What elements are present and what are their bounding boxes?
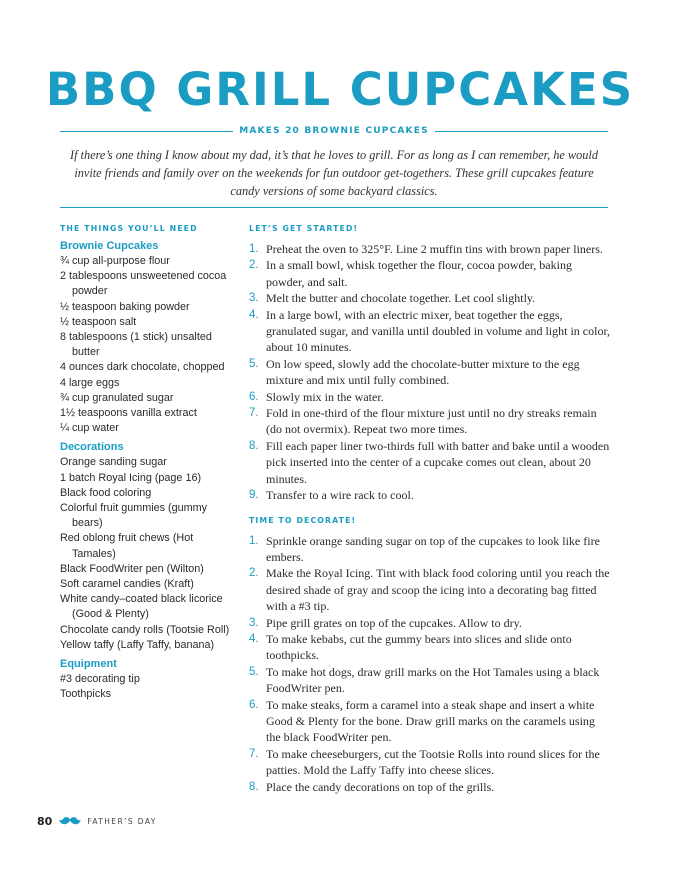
ingredient-item: Orange sanding sugar — [60, 456, 167, 469]
step-item — [249, 631, 611, 664]
ingredient-item: 4 large eggs — [60, 376, 120, 389]
step-number: 8. — [249, 439, 259, 452]
step-number: 7. — [249, 747, 259, 760]
step-text: Place the candy decorations on top of the grills. — [266, 779, 495, 794]
step-item — [249, 615, 611, 631]
ingredients-column — [60, 222, 232, 702]
step-text: Make the Royal Icing. Tint with black food coloring until you reach the desired shade of gray and scoop the icing into a decorating bag fitted with a #3 tip. — [266, 566, 610, 614]
step-text: In a large bowl, with an electric mixer, beat together the eggs, granulated sugar, and vanilla until doubled in volume and light in color, about 10 minutes. — [266, 307, 610, 355]
group-title-decorations: Decorations — [60, 441, 124, 454]
yield-text: MAKES 20 BROWNIE CUPCAKES — [233, 126, 435, 136]
ingredient-item: ¼ cup water — [60, 422, 119, 435]
step-item — [249, 356, 611, 389]
step-number: 5. — [249, 665, 259, 678]
step-number: 6. — [249, 698, 259, 711]
step-number: 1. — [249, 243, 259, 255]
step-number: 4. — [249, 308, 259, 321]
intro-paragraph: If there’s one thing I know about my dad, it’s that he loves to grill. For as long as I can remember, he would invite friends and family over on the weekends for fun outdoor get-togethers. These grill cupcakes feature candy versions of some backyard classics. — [69, 148, 599, 198]
step-text: Pipe grill grates on top of the cupcakes. Allow to dry. — [266, 615, 522, 630]
page-footer — [37, 813, 157, 829]
ingredient-item: Colorful fruit gummies (gummy bears) — [60, 502, 207, 530]
ingredients-heading: THE THINGS YOU’LL NEED — [60, 224, 198, 233]
step-number: 1. — [249, 534, 259, 547]
step-number: 6. — [249, 390, 259, 403]
step-number: 9. — [249, 489, 259, 502]
ingredient-item: #3 decorating tip — [60, 673, 140, 686]
step-text: Fill each paper liner two-thirds full with batter and bake until a wooden pick inserted into the center of a cupcake comes out clean, about 20 minutes. — [266, 438, 610, 486]
step-text: To make steaks, form a caramel into a steak shape and insert a white Good & Plenty for the bone. Draw grill marks on the caramels using the black FoodWriter pen. — [266, 697, 595, 745]
step-number: 4. — [249, 632, 259, 645]
ingredient-item: Toothpicks — [60, 688, 112, 701]
step-text: To make cheeseburgers, cut the Tootsie Rolls into round slices for the patties. Mold the Laffy Taffy into cheese slices. — [266, 746, 600, 778]
step-text: Transfer to a wire rack to cool. — [266, 488, 414, 503]
step-item — [249, 389, 611, 405]
page-number: 80 — [37, 814, 53, 828]
ingredient-item: ¾ cup granulated sugar — [60, 391, 174, 404]
instructions-column — [249, 222, 611, 795]
ingredient-list-decorations — [60, 455, 232, 653]
step-number: 2. — [249, 567, 259, 580]
ingredient-item: 2 tablespoons unsweetened cocoa powder — [60, 270, 227, 298]
step-item — [249, 257, 611, 290]
ingredient-item: 1½ teaspoons vanilla extract — [60, 407, 197, 420]
step-text: To make hot dogs, draw grill marks on the Hot Tamales using a black FoodWriter pen. — [266, 664, 600, 696]
chapter-name: FATHER’S DAY — [87, 816, 157, 826]
step-item — [249, 241, 611, 257]
ingredient-item: ¾ cup all-purpose flour — [60, 255, 170, 267]
ingredient-item: Black food coloring — [60, 486, 152, 499]
section-divider — [60, 207, 608, 208]
step-item — [249, 779, 611, 795]
step-item — [249, 438, 611, 487]
ingredient-item: Yellow taffy (Laffy Taffy, banana) — [60, 638, 215, 651]
step-text: To make kebabs, cut the gummy bears into slices and slide onto toothpicks. — [266, 631, 572, 663]
ingredient-list-equipment — [60, 672, 232, 702]
yield-line — [60, 124, 608, 138]
instructions-heading-decorate: TIME TO DECORATE! — [249, 515, 357, 525]
step-item — [249, 405, 611, 438]
step-item — [249, 290, 611, 306]
step-number: 7. — [249, 407, 259, 420]
step-text: Melt the butter and chocolate together. Let cool slightly. — [266, 291, 536, 306]
group-title-equipment: Equipment — [60, 658, 117, 671]
step-text: Preheat the oven to 325°F. Line 2 muffin tins with brown paper liners. — [266, 242, 603, 256]
step-item — [249, 664, 611, 697]
step-number: 3. — [249, 616, 259, 629]
ingredient-item: Soft caramel candies (Kraft) — [60, 578, 194, 591]
step-number: 5. — [249, 357, 259, 370]
ingredient-item: 8 tablespoons (1 stick) unsalted butter — [60, 331, 212, 359]
ingredient-item: ½ teaspoon salt — [60, 315, 137, 328]
page-title: BBQ GRILL CUPCAKES — [45, 63, 635, 116]
ingredient-list-brownie — [60, 254, 232, 436]
group-title-brownie: Brownie Cupcakes — [60, 240, 159, 252]
ingredient-item: White candy–coated black licorice (Good & Plenty) — [60, 593, 223, 621]
step-text: On low speed, slowly add the chocolate-butter mixture to the egg mixture and mix until fully combined. — [266, 356, 580, 388]
instructions-heading-start: LET’S GET STARTED! — [249, 224, 359, 233]
step-number: 8. — [249, 780, 259, 793]
steps-list-decorate — [249, 533, 611, 796]
mustache-icon — [59, 816, 81, 826]
ingredient-item: ½ teaspoon baking powder — [60, 300, 190, 313]
step-text: Sprinkle orange sanding sugar on top of the cupcakes to look like fire embers. — [266, 533, 600, 564]
step-text: Slowly mix in the water. — [266, 389, 384, 404]
step-text: Fold in one-third of the flour mixture just until no dry streaks remain (do not overmix). Repeat two more times. — [266, 406, 597, 437]
step-item — [249, 746, 611, 779]
step-item — [249, 565, 611, 614]
ingredient-item: Chocolate candy rolls (Tootsie Roll) — [60, 623, 230, 636]
step-item — [249, 697, 611, 746]
steps-list-start — [249, 241, 611, 504]
step-number: 3. — [249, 292, 259, 305]
step-item — [249, 307, 611, 356]
step-number: 2. — [249, 259, 259, 272]
ingredient-item: 1 batch Royal Icing (page 16) — [60, 471, 202, 484]
ingredient-item: Black FoodWriter pen (Wilton) — [60, 562, 204, 575]
step-item — [249, 487, 611, 503]
ingredient-item: 4 ounces dark chocolate, chopped — [60, 361, 225, 374]
step-item — [249, 533, 611, 566]
step-text: In a small bowl, whisk together the flour, cocoa powder, baking powder, and salt. — [266, 258, 572, 289]
ingredient-item: Red oblong fruit chews (Hot Tamales) — [60, 532, 194, 560]
